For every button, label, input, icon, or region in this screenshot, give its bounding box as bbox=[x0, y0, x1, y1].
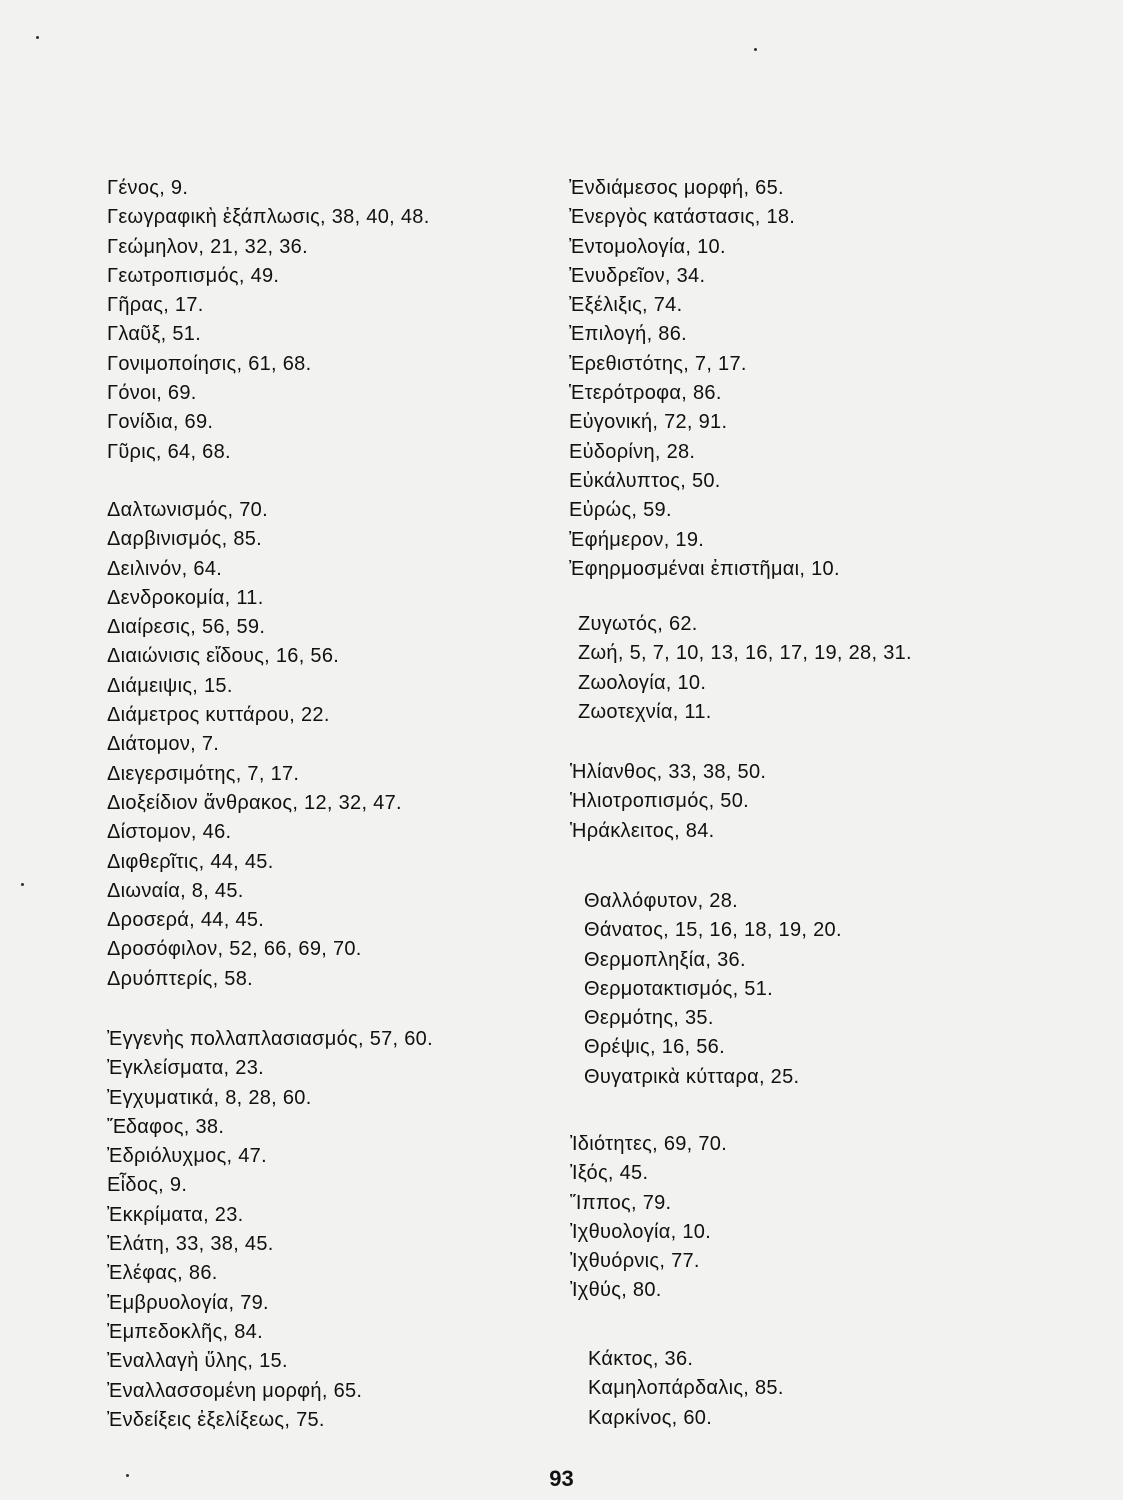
index-group-epsilon-cont bbox=[569, 174, 840, 584]
index-entry: Γῦρις, 64, 68. bbox=[107, 440, 231, 463]
scan-speck bbox=[36, 36, 39, 39]
index-entry: Ἡλιοτροπισμός, 50. bbox=[570, 790, 749, 813]
index-entry: Διφθερῖτις, 44, 45. bbox=[107, 850, 274, 873]
index-entry: Καμηλοπάρδαλις, 85. bbox=[588, 1377, 784, 1400]
index-entry: Διοξείδιον ἄνθρακος, 12, 32, 47. bbox=[107, 791, 402, 814]
index-entry: Θάνατος, 15, 16, 18, 19, 20. bbox=[584, 919, 842, 942]
index-entry: Θυγατρικὰ κύτταρα, 25. bbox=[584, 1065, 800, 1088]
index-entry: Διεγερσιμότης, 7, 17. bbox=[107, 762, 300, 785]
index-group-eta bbox=[570, 758, 766, 846]
index-entry: Διάμειψις, 15. bbox=[107, 674, 233, 697]
index-entry: Ἐγχυματικά, 8, 28, 60. bbox=[107, 1086, 312, 1109]
index-entry: Δειλινόν, 64. bbox=[107, 557, 223, 580]
index-entry: Ἐνυδρεῖον, 34. bbox=[569, 264, 706, 287]
page-number: 93 bbox=[549, 1466, 574, 1491]
index-entry: Ἐμπεδοκλῆς, 84. bbox=[107, 1320, 263, 1343]
index-entry: Δαρβινισμός, 85. bbox=[107, 528, 263, 551]
index-entry: Δενδροκομία, 11. bbox=[107, 586, 264, 609]
index-entry: Δροσόφιλον, 52, 66, 69, 70. bbox=[107, 938, 362, 961]
index-entry: Ζυγωτός, 62. bbox=[578, 613, 698, 635]
index-entry: Θρέψις, 16, 56. bbox=[584, 1036, 725, 1059]
index-group-zeta bbox=[578, 610, 912, 727]
index-entry: Εὐδορίνη, 28. bbox=[569, 440, 696, 463]
index-entry: Εὐρώς, 59. bbox=[569, 499, 672, 522]
index-entry: Ἐγγενὴς πολλαπλασιασμός, 57, 60. bbox=[107, 1028, 433, 1050]
index-entry: Διαιώνισις εἴδους, 16, 56. bbox=[107, 645, 340, 668]
index-entry: Γεωτροπισμός, 49. bbox=[107, 264, 280, 287]
index-entry: Ἐφήμερον, 19. bbox=[569, 528, 705, 551]
index-entry: Διάμετρος κυττάρου, 22. bbox=[107, 704, 330, 727]
index-entry: Δροσερά, 44, 45. bbox=[107, 909, 265, 932]
index-entry: Δαλτωνισμός, 70. bbox=[107, 499, 268, 521]
index-entry: Ἰχθυόρνις, 77. bbox=[570, 1250, 700, 1273]
index-entry: Καρκίνος, 60. bbox=[588, 1406, 713, 1429]
index-entry: Εὐκάλυπτος, 50. bbox=[569, 469, 721, 492]
index-entry: Ἔδαφος, 38. bbox=[107, 1115, 225, 1138]
index-entry: Ἐναλλασσομένη μορφή, 65. bbox=[107, 1379, 363, 1402]
index-entry: Διάτομον, 7. bbox=[107, 733, 220, 756]
index-entry: Κάκτος, 36. bbox=[588, 1348, 694, 1370]
index-entry: Ἐφηρμοσμέναι ἐπιστῆμαι, 10. bbox=[569, 557, 840, 580]
index-entry: Γονίδια, 69. bbox=[107, 411, 214, 434]
index-group-theta bbox=[584, 887, 842, 1092]
index-entry: Ἡράκλειτος, 84. bbox=[570, 819, 715, 842]
index-entry: Ζωή, 5, 7, 10, 13, 16, 17, 19, 28, 31. bbox=[578, 642, 912, 665]
index-entry: Ἰδιότητες, 69, 70. bbox=[570, 1133, 728, 1155]
scan-speck bbox=[21, 883, 24, 886]
index-group-iota bbox=[570, 1130, 727, 1306]
index-entry: Θερμότης, 35. bbox=[584, 1007, 714, 1030]
index-entry: Ἑτερότροφα, 86. bbox=[569, 382, 722, 405]
index-entry: Ἐνδιάμεσος μορφή, 65. bbox=[569, 177, 784, 199]
index-entry: Γλαῦξ, 51. bbox=[107, 323, 202, 346]
index-entry: Γονιμοποίησις, 61, 68. bbox=[107, 352, 312, 375]
scan-speck bbox=[126, 1474, 129, 1477]
index-entry: Ἐδριόλυχμος, 47. bbox=[107, 1145, 267, 1168]
index-entry: Ἐλάτη, 33, 38, 45. bbox=[107, 1233, 274, 1256]
index-entry: Διωναία, 8, 45. bbox=[107, 879, 244, 902]
index-entry: Ἐλέφας, 86. bbox=[107, 1262, 218, 1285]
index-entry: Ἐναλλαγὴ ὕλης, 15. bbox=[107, 1350, 288, 1373]
index-entry: Ἐμβρυολογία, 79. bbox=[107, 1291, 269, 1314]
index-entry: Δίστομον, 46. bbox=[107, 821, 232, 844]
index-entry: Γόνοι, 69. bbox=[107, 382, 197, 405]
index-entry: Ἐντομολογία, 10. bbox=[569, 235, 726, 258]
index-entry: Γένος, 9. bbox=[107, 177, 189, 199]
index-entry: Διαίρεσις, 56, 59. bbox=[107, 616, 266, 639]
index-group-delta bbox=[107, 496, 402, 994]
index-entry: Ἐκκρίματα, 23. bbox=[107, 1203, 244, 1226]
index-entry: Γῆρας, 17. bbox=[107, 294, 204, 317]
index-entry: Εἶδος, 9. bbox=[107, 1174, 188, 1197]
index-entry: Θαλλόφυτον, 28. bbox=[584, 890, 739, 912]
index-entry: Ζωοτεχνία, 11. bbox=[578, 700, 712, 723]
index-entry: Ἡλίανθος, 33, 38, 50. bbox=[570, 761, 767, 783]
index-entry: Ἐνεργὸς κατάστασις, 18. bbox=[569, 206, 796, 229]
index-entry: Ἐπιλογή, 86. bbox=[569, 323, 687, 346]
index-entry: Ἐξέλιξις, 74. bbox=[569, 294, 683, 317]
index-entry: Θερμοπληξία, 36. bbox=[584, 948, 746, 971]
index-entry: Ἰξός, 45. bbox=[570, 1162, 649, 1185]
index-group-kappa bbox=[588, 1345, 784, 1433]
index-entry: Γεωγραφικὴ ἐξάπλωσις, 38, 40, 48. bbox=[107, 206, 430, 229]
index-entry: Ἐρεθιστότης, 7, 17. bbox=[569, 352, 747, 375]
index-entry: Γεώμηλον, 21, 32, 36. bbox=[107, 235, 308, 258]
scan-speck bbox=[754, 48, 757, 51]
index-group-gamma bbox=[107, 174, 430, 467]
index-entry: Ἵππος, 79. bbox=[570, 1191, 672, 1214]
index-entry: Ἰχθύς, 80. bbox=[570, 1279, 662, 1302]
index-entry: Ἐνδείξεις ἐξελίξεως, 75. bbox=[107, 1408, 325, 1431]
index-entry: Ζωολογία, 10. bbox=[578, 671, 707, 694]
index-entry: Εὐγονική, 72, 91. bbox=[569, 411, 728, 434]
index-group-epsilon bbox=[107, 1025, 433, 1435]
index-entry: Ἰχθυολογία, 10. bbox=[570, 1220, 712, 1243]
index-entry: Ἐγκλείσματα, 23. bbox=[107, 1057, 264, 1080]
index-entry: Δρυόπτερίς, 58. bbox=[107, 967, 254, 990]
index-entry: Θερμοτακτισμός, 51. bbox=[584, 977, 773, 1000]
